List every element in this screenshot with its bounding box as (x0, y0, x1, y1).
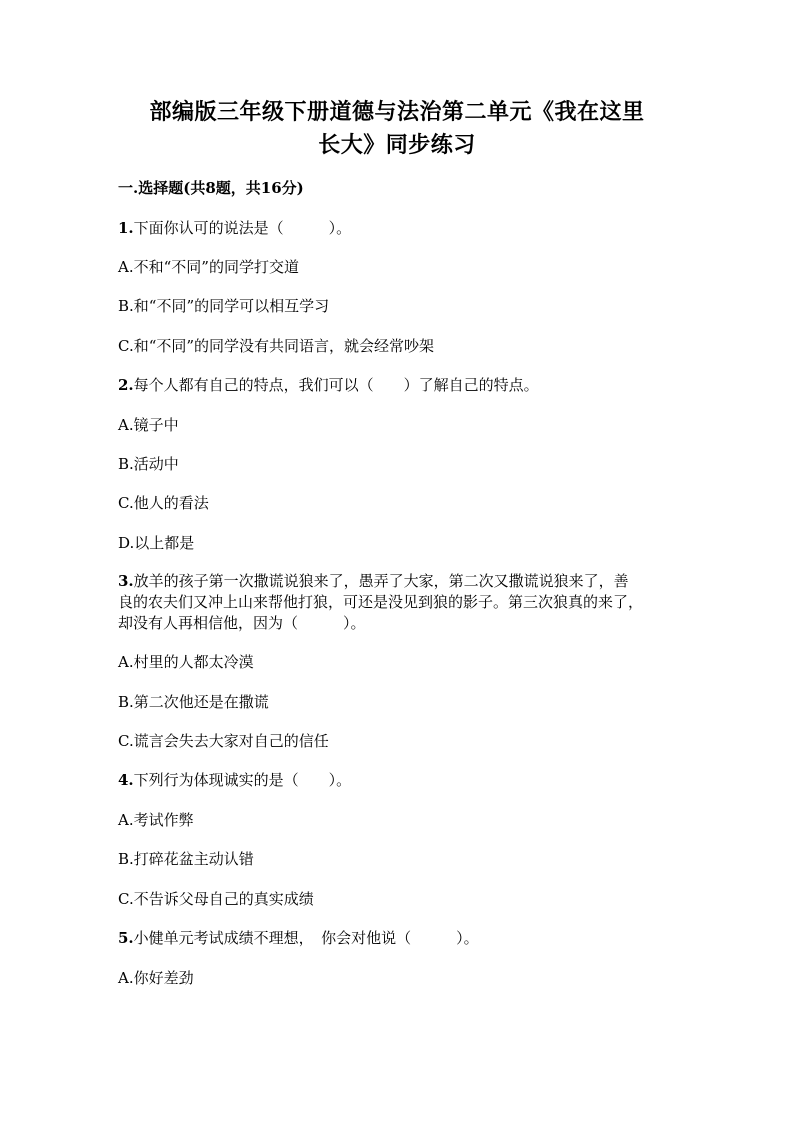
question-text: 小健单元考试成绩不理想， 你会对他说（ ）。 (133, 929, 479, 947)
question-3-option-c: C.谎言会失去大家对自己的信任 (118, 732, 329, 750)
question-number: 3. (118, 572, 134, 590)
question-text-line: 放羊的孩子第一次撒谎说狼来了，愚弄了大家，第二次又撒谎说狼来了，善 (133, 572, 629, 590)
question-4-option-b: B.打碎花盆主动认错 (118, 850, 254, 868)
page-title-line-1: 部编版三年级下册道德与法治第二单元《我在这里 (149, 99, 645, 125)
question-number: 5. (118, 929, 134, 947)
question-1 (118, 218, 351, 238)
question-4-option-c: C.不告诉父母自己的真实成绩 (118, 890, 314, 908)
question-2-option-d: D.以上都是 (118, 534, 195, 552)
question-number: 1. (118, 219, 134, 237)
question-3-option-a: A.村里的人都太冷漠 (118, 653, 254, 671)
section-heading: 一.选择题(共8题，共16分) (118, 179, 304, 197)
question-2-option-c: C.他人的看法 (118, 494, 209, 512)
question-4 (118, 770, 351, 790)
question-text: 每个人都有自己的特点，我们可以（ ）了解自己的特点。 (133, 376, 539, 394)
question-5-option-a: A.你好差劲 (118, 969, 194, 987)
question-2-option-b: B.活动中 (118, 455, 179, 473)
question-3-option-b: B.第二次他还是在撒谎 (118, 693, 269, 711)
question-1-option-c: C.和“不同”的同学没有共同语言，就会经常吵架 (118, 337, 435, 355)
question-3-line-2: 良的农夫们又冲上山来帮他打狼，可还是没见到狼的影子。第三次狼真的来了， (118, 593, 644, 611)
question-1-option-b: B.和“不同”的同学可以相互学习 (118, 297, 330, 315)
question-1-option-a: A.不和“不同”的同学打交道 (118, 258, 299, 276)
question-4-option-a: A.考试作弊 (118, 811, 194, 829)
question-3-line-1 (118, 571, 688, 592)
question-number: 2. (118, 376, 134, 394)
question-3-line-3: 却没有人再相信他，因为（ ）。 (118, 614, 366, 632)
page-title-line-2: 长大》同步练习 (318, 132, 476, 158)
question-2 (118, 375, 539, 395)
question-text: 下列行为体现诚实的是（ ）。 (133, 771, 352, 789)
question-5 (118, 928, 479, 948)
question-number: 4. (118, 771, 134, 789)
question-3 (118, 571, 688, 634)
question-2-option-a: A.镜子中 (118, 416, 179, 434)
question-text: 下面你认可的说法是（ ）。 (133, 219, 352, 237)
